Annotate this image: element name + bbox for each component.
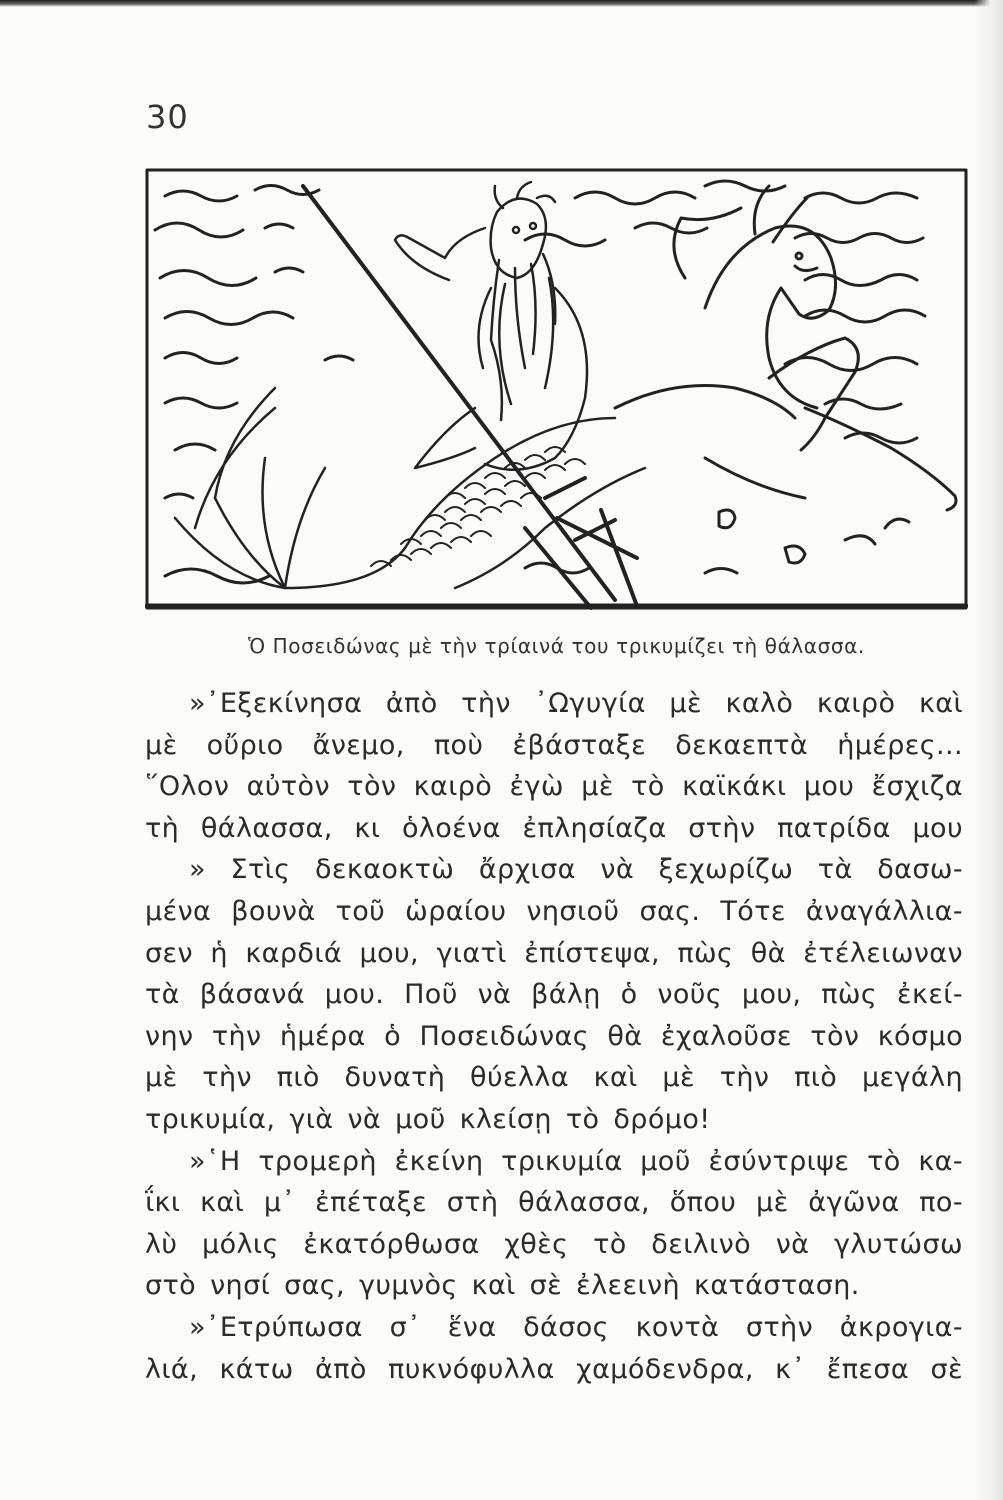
illustration-caption: Ὁ Ποσειδώνας μὲ τὴν τρίαινά του τρικυμίζει τὴ θάλασσα.: [248, 634, 865, 658]
text-line: »᾿Εξεκίνησα ἀπὸ τὴν ᾿Ωγυγία μὲ καλὸ καιρὸ καὶ: [189, 688, 963, 719]
page-right-edge: [975, 0, 1003, 1500]
text-line: σεν ἡ καρδιά μου, γιατὶ ἐπίστεψα, πὼς θὰ ἐτέλειωναν: [145, 937, 963, 969]
text-line: νην τὴν ἡμέρα ὁ Ποσειδώνας θὰ ἐχαλοῦσε τὸν κόσμο: [145, 1020, 963, 1052]
text-line: » Στὶς δεκαοκτὼ ἄρχισα νὰ ξεχωρίζω τὰ δασω-: [189, 854, 963, 886]
text-line: μένα βουνὰ τοῦ ὡραίου νησιοῦ σας. Τότε ἀναγάλλια-: [145, 895, 963, 927]
text-line: στὸ νησί σας, γυμνὸς καὶ σὲ ἐλεεινὴ κατάσταση.: [145, 1270, 860, 1302]
text-line: τρικυμία, γιὰ νὰ μοῦ κλείσῃ τὸ δρόμο!: [145, 1103, 711, 1135]
body-text: [145, 683, 963, 1390]
text-line: τὰ βάσανά μου. Ποῦ νὰ βάλῃ ὁ νοῦς μου, πὼς ἐκεί-: [145, 979, 963, 1011]
text-line: μὲ οὔριο ἄνεμο, ποὺ ἐβάσταξε δεκαεπτὰ ἡμέρες...: [145, 729, 963, 761]
text-line: ΐκι καὶ μ᾿ ἐπέταξε στὴ θάλασσα, ὅπου μὲ ἀγῶνα πο-: [145, 1187, 963, 1219]
text-line: ῞Ολον αὐτὸν τὸν καιρὸ ἐγὼ μὲ τὸ καϊκάκι μου ἔσχιζα: [145, 771, 963, 803]
page-number: 30: [146, 98, 189, 136]
text-line: »῾Η τρομερὴ ἐκείνη τρικυμία μοῦ ἐσύντριψε τὸ κα-: [189, 1145, 963, 1177]
text-line: τὴ θάλασσα, κι ὁλοένα ἐπλησίαζα στὴν πατρίδα μου: [145, 812, 963, 844]
text-line: λὺ μόλις ἐκατόρθωσα χθὲς τὸ δειλινὸ νὰ γλυτώσω: [145, 1228, 963, 1260]
poseidon-illustration: [145, 168, 968, 610]
page-top-edge: [0, 0, 1003, 7]
text-line: »᾿Ετρύπωσα σ᾿ ἕνα δάσος κοντὰ στὴν ἀκρογια-: [189, 1311, 963, 1343]
text-line: μὲ τὴν πιὸ δυνατὴ θύελλα καὶ μὲ τὴν πιὸ μεγάλη: [145, 1062, 963, 1094]
text-line: λιά, κάτω ἀπὸ πυκνόφυλλα χαμόδενδρα, κ᾿ ἔπεσα σὲ: [145, 1353, 963, 1385]
